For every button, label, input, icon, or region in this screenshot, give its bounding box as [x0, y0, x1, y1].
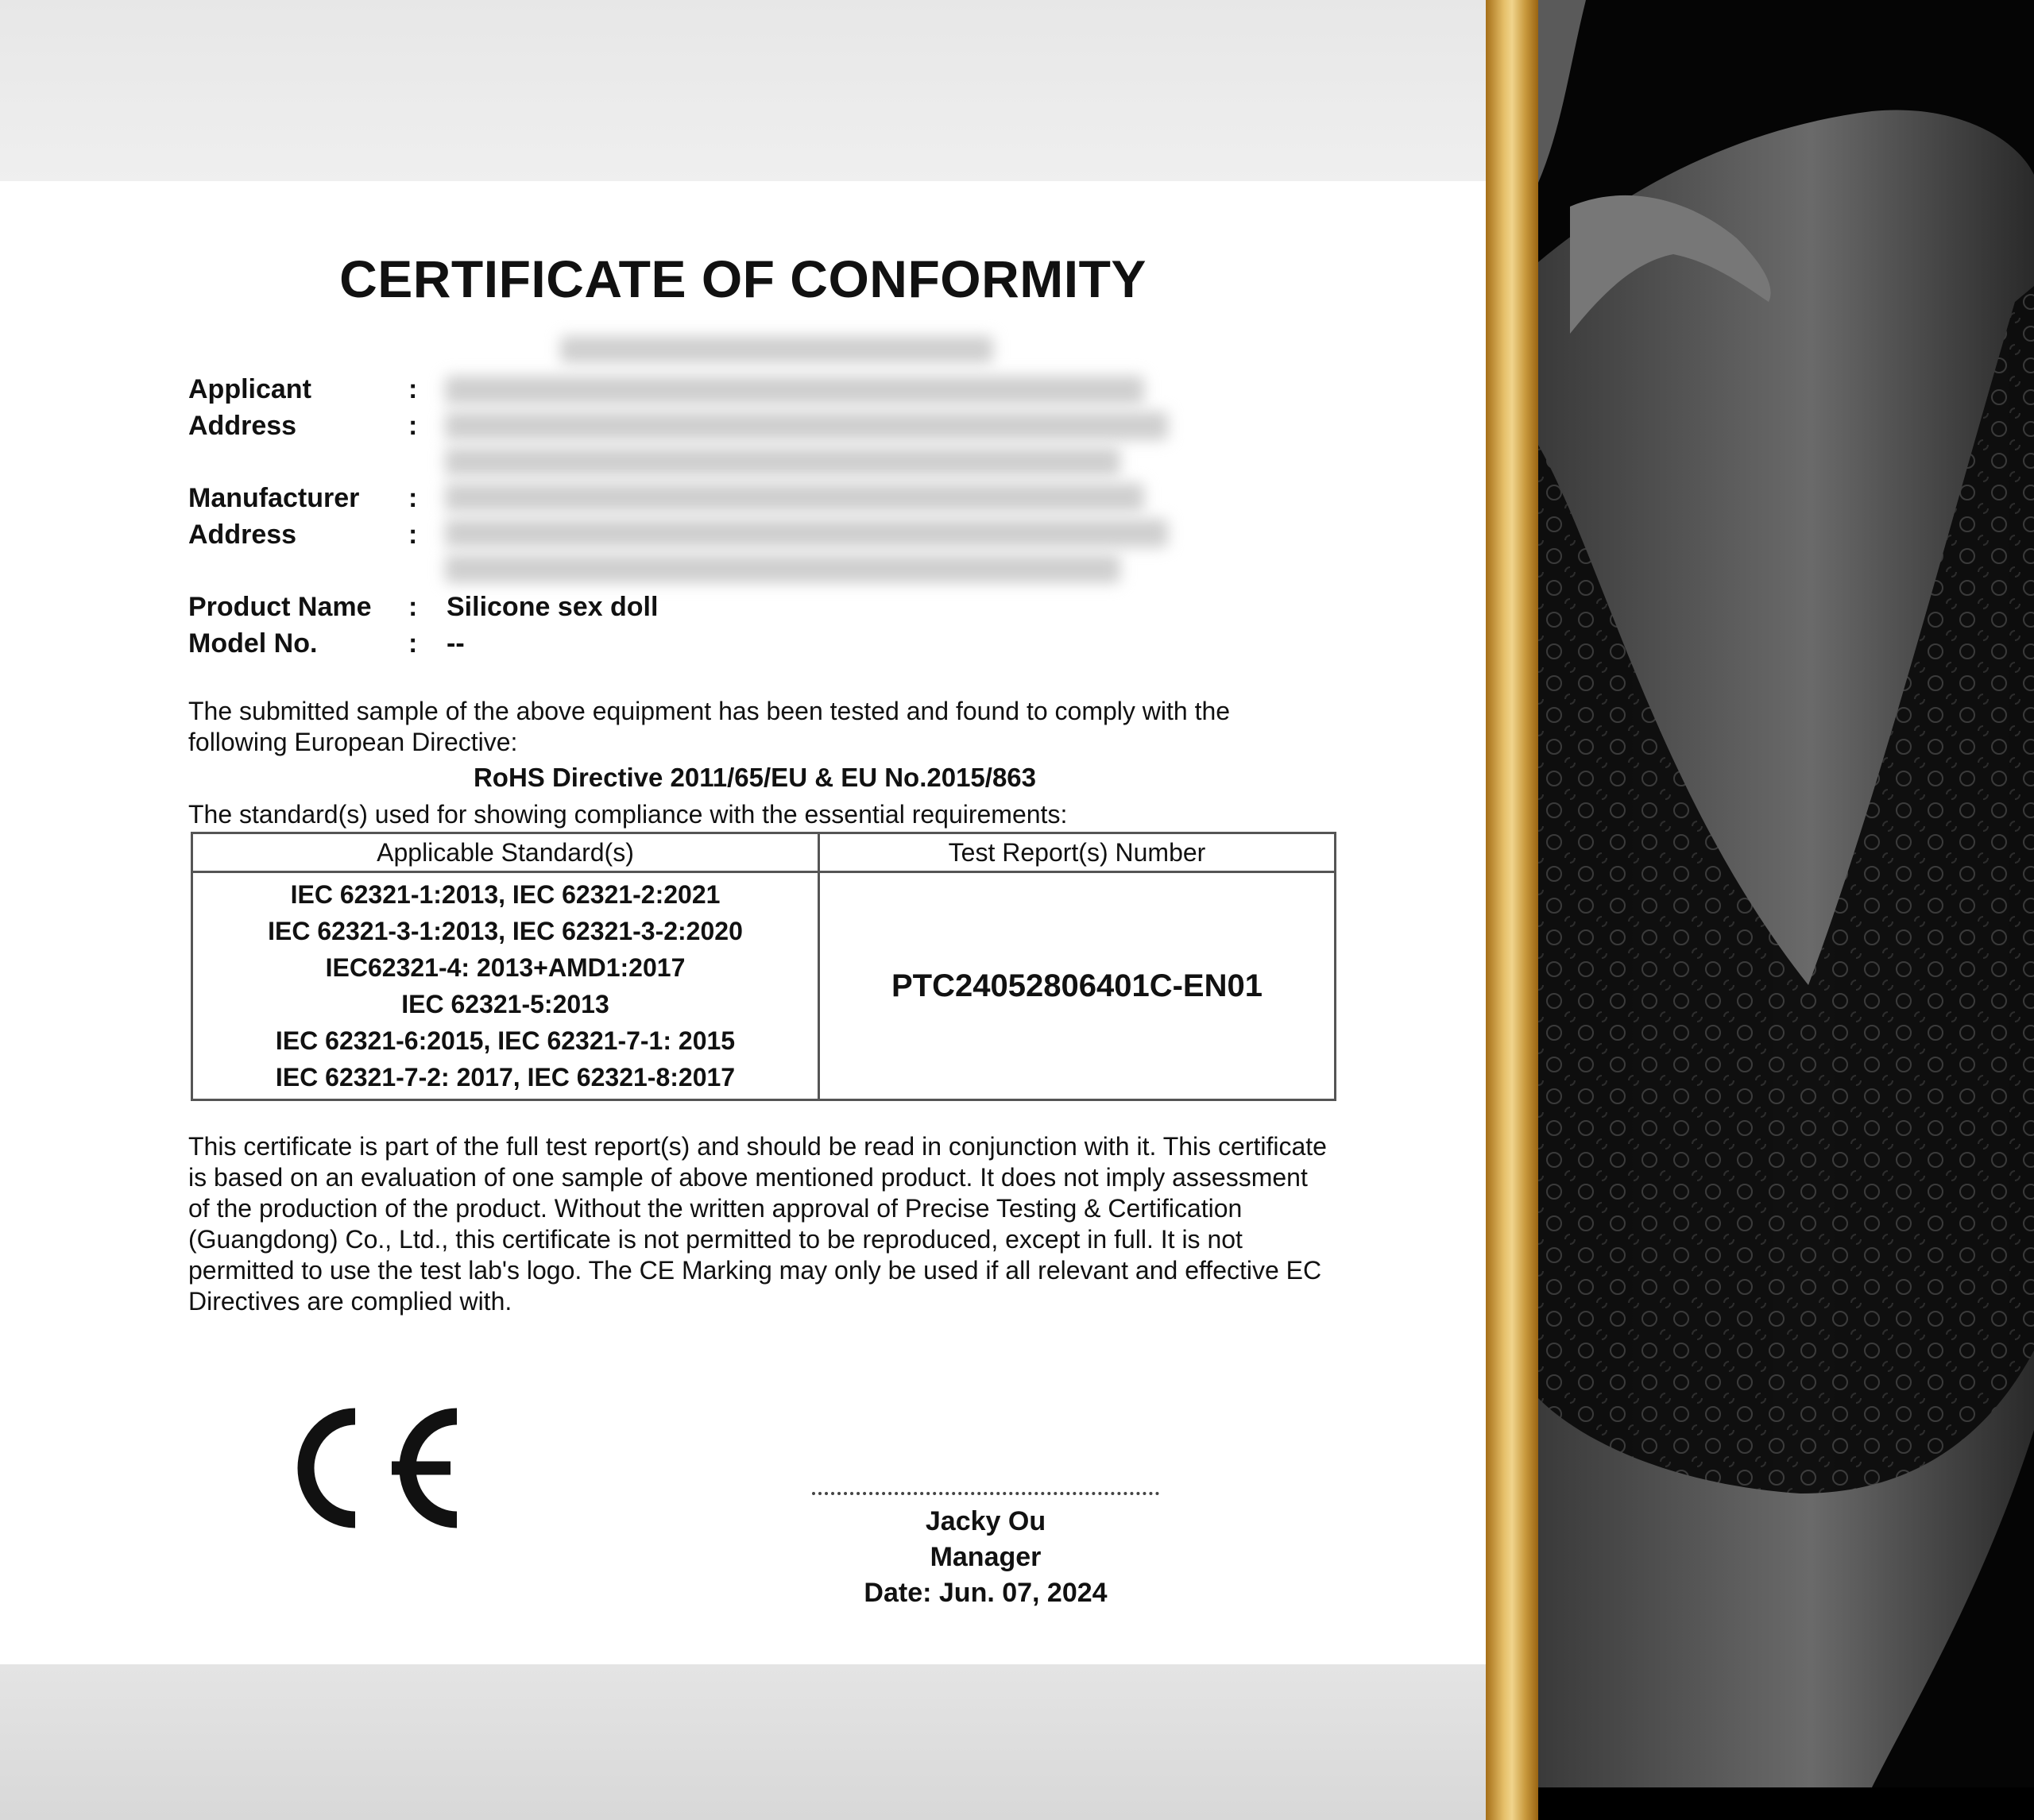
redacted-manufacturer-address-line2	[445, 555, 1120, 583]
field-colon: :	[408, 483, 418, 513]
model-photo	[1538, 0, 2034, 1820]
redacted-reference-number	[560, 336, 993, 363]
certificate-title: CERTIFICATE OF CONFORMITY	[339, 249, 1147, 308]
field-label: Address	[188, 411, 297, 441]
field-label: Manufacturer	[188, 483, 360, 513]
gold-accent-bar	[1486, 0, 1538, 1820]
standards-cell	[192, 872, 819, 1100]
disclaimer-text: This certificate is part of the full test report(s) and should be read in conjunction with it. This certificate is based on an evaluation of one sample of above mentioned product. It does not imply assessment of the production of the product. Without the written approval of Precise Testing & Certification (Guangdong) Co., Ltd., this certificate is not permitted to be reproduced, except in full. It is not permitted to use the test lab's logo. The CE Marking may only be used if all relevant and effective EC Directives are complied with.	[188, 1132, 1327, 1316]
field-label: Address	[188, 520, 297, 550]
table-header-standards: Applicable Standard(s)	[192, 833, 819, 872]
field-colon: :	[408, 628, 418, 659]
field-colon: :	[408, 411, 418, 441]
background-bottom	[0, 1664, 1486, 1820]
field-colon: :	[408, 374, 418, 404]
signatory-title: Manager	[930, 1542, 1042, 1572]
table-header-row	[192, 833, 1336, 872]
intro-text: The submitted sample of the above equipment has been tested and found to comply with the following European Directive:	[188, 697, 1231, 756]
field-label: Applicant	[188, 374, 311, 404]
signature-date: Date: Jun. 07, 2024	[864, 1578, 1108, 1608]
redacted-applicant-name	[445, 376, 1144, 404]
table-header-report: Test Report(s) Number	[819, 833, 1336, 872]
certificate-sheet	[0, 181, 1486, 1665]
redacted-applicant-address-line2	[445, 447, 1120, 476]
standards-intro: The standard(s) used for showing compliance with the essential requirements:	[188, 800, 1068, 829]
ce-mark-c	[306, 1416, 355, 1520]
directive-text: RoHS Directive 2011/65/EU & EU No.2015/863	[473, 763, 1037, 792]
standard-item: IEC 62321-1:2013, IEC 62321-2:2021	[290, 880, 721, 909]
standard-item: IEC62321-4: 2013+AMD1:2017	[325, 953, 686, 982]
field-value: --	[447, 628, 465, 659]
field-colon: :	[408, 520, 418, 550]
standard-item: IEC 62321-7-2: 2017, IEC 62321-8:2017	[275, 1063, 736, 1092]
ce-mark-logo	[266, 1397, 473, 1540]
standard-item: IEC 62321-6:2015, IEC 62321-7-1: 2015	[275, 1026, 736, 1055]
field-colon: :	[408, 592, 418, 622]
standard-item: IEC 62321-5:2013	[401, 990, 609, 1018]
photo-bottom-shadow	[1538, 1787, 2034, 1820]
table-row	[192, 872, 1336, 1100]
report-number-cell: PTC24052806401C-EN01	[819, 872, 1336, 1100]
standards-table	[191, 832, 1336, 1101]
field-label: Product Name	[188, 592, 372, 622]
redacted-manufacturer-name	[445, 483, 1144, 512]
signature-line	[812, 1492, 1159, 1495]
model-photo-illustration	[1538, 0, 2034, 1820]
background-top	[0, 0, 1486, 183]
field-value: Silicone sex doll	[447, 592, 659, 622]
standard-item: IEC 62321-3-1:2013, IEC 62321-3-2:2020	[268, 917, 743, 945]
field-label: Model No.	[188, 628, 318, 659]
signatory-name: Jacky Ou	[925, 1506, 1046, 1536]
redacted-applicant-address-line1	[445, 412, 1168, 440]
redacted-manufacturer-address-line1	[445, 519, 1168, 547]
